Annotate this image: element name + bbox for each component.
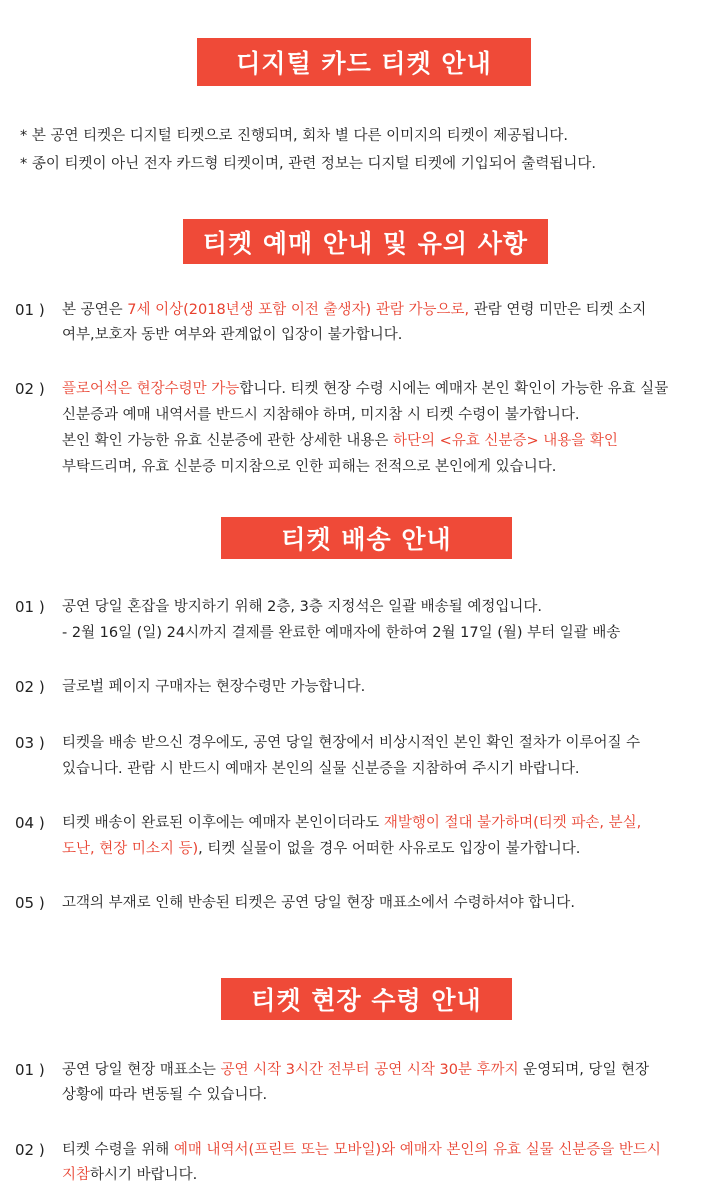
section-header-delivery: 티켓 배송 안내 (221, 517, 512, 559)
item-number: 01 ) (15, 301, 45, 319)
item-number: 02 ) (15, 1141, 45, 1159)
highlight-age-limit: 7세 이상(2018년생 포함 이전 출생자) 관람 가능으로, (127, 302, 470, 318)
booking-item-2-line-2: 신분증과 예매 내역서를 반드시 지참해야 하며, 미지참 시 티켓 수령이 불가합니다. (62, 407, 580, 423)
pickup-item-1-line-2: 상황에 따라 변동될 수 있습니다. (62, 1087, 268, 1103)
bullet-digital-ticket: * 본 공연 티켓은 디지털 티켓으로 진행되며, 회차 별 다른 이미지의 티켓이 제공됩니다. (20, 128, 569, 144)
highlight-theft-loss: 도난, 현장 미소지 등) (62, 841, 199, 857)
pickup-item-2-line-1 (62, 1140, 661, 1160)
text-segment: , 티켓 실물이 없을 경우 어떠한 사유로도 입장이 불가합니다. (198, 841, 581, 857)
highlight-no-reissue: 재발행이 절대 불가하며(티켓 파손, 분실, (383, 815, 642, 831)
highlight-box-office-hours: 공연 시작 3시간 전부터 공연 시작 30분 후까지 (220, 1062, 519, 1078)
text-segment: 관람 연령 미만은 티켓 소지 (469, 302, 647, 318)
highlight-floor-seat: 플로어석은 현장수령만 가능 (62, 381, 240, 397)
delivery-item-3-line-2: 있습니다. 관람 시 반드시 예매자 본인의 실물 신분증을 지참하여 주시기 바랍니다. (62, 761, 580, 777)
delivery-item-4-line-2 (62, 839, 580, 859)
text-segment: 운영되며, 당일 현장 (518, 1062, 650, 1078)
item-number: 02 ) (15, 380, 45, 398)
pickup-item-2-line-2 (62, 1165, 197, 1185)
highlight-id-info: 하단의 <유효 신분증> 내용을 확인 (393, 433, 618, 449)
highlight-bring: 지참 (62, 1167, 91, 1183)
pickup-item-1-line-1 (62, 1060, 649, 1080)
booking-item-1-line-2: 여부,보호자 동반 여부와 관계없이 입장이 불가합니다. (62, 327, 403, 343)
text-segment: 공연 당일 현장 매표소는 (62, 1062, 221, 1078)
delivery-item-4-line-1 (62, 813, 641, 833)
item-number: 01 ) (15, 598, 45, 616)
text-segment: 합니다. 티켓 현장 수령 시에는 예매자 본인 확인이 가능한 유효 실물 (239, 381, 669, 397)
booking-item-1-line-1 (62, 300, 646, 320)
booking-item-2-line-3 (62, 431, 618, 451)
item-number: 03 ) (15, 734, 45, 752)
text-segment: 티켓 배송이 완료된 이후에는 예매자 본인이더라도 (62, 815, 384, 831)
item-number: 01 ) (15, 1061, 45, 1079)
delivery-item-1-line-2: - 2월 16일 (일) 24시까지 결제를 완료한 예매자에 한하여 2월 17일 (월) 부터 일괄 배송 (62, 625, 621, 641)
bullet-e-card-ticket: * 종이 티켓이 아닌 전자 카드형 티켓이며, 관련 정보는 디지털 티켓에 기입되어 출력됩니다. (20, 156, 597, 172)
booking-item-2-line-1 (62, 379, 668, 399)
text-segment: 티켓 수령을 위해 (62, 1142, 174, 1158)
section-header-booking-notice: 티켓 예매 안내 및 유의 사항 (183, 219, 548, 264)
section-header-digital-card: 디지털 카드 티켓 안내 (197, 38, 531, 86)
booking-item-2-line-4: 부탁드리며, 유효 신분증 미지참으로 인한 피해는 전적으로 본인에게 있습니다. (62, 459, 557, 475)
section-header-onsite-pickup: 티켓 현장 수령 안내 (221, 978, 512, 1020)
delivery-item-2-line-1: 글로벌 페이지 구매자는 현장수령만 가능합니다. (62, 679, 366, 695)
delivery-item-3-line-1: 티켓을 배송 받으신 경우에도, 공연 당일 현장에서 비상시적인 본인 확인 절차가 이루어질 수 (62, 735, 641, 751)
item-number: 04 ) (15, 814, 45, 832)
item-number: 02 ) (15, 678, 45, 696)
text-segment: 하시기 바랍니다. (90, 1167, 198, 1183)
delivery-item-1-line-1: 공연 당일 혼잡을 방지하기 위해 2층, 3층 지정석은 일괄 배송될 예정입니다. (62, 599, 542, 615)
item-number: 05 ) (15, 894, 45, 912)
delivery-item-5-line-1: 고객의 부재로 인해 반송된 티켓은 공연 당일 현장 매표소에서 수령하셔야 합니다. (62, 895, 575, 911)
highlight-required-documents: 예매 내역서(프린트 또는 모바일)와 예매자 본인의 유효 실물 신분증을 반드시 (173, 1142, 661, 1158)
text-segment: 본 공연은 (62, 302, 128, 318)
text-segment: 본인 확인 가능한 유효 신분증에 관한 상세한 내용은 (62, 433, 394, 449)
